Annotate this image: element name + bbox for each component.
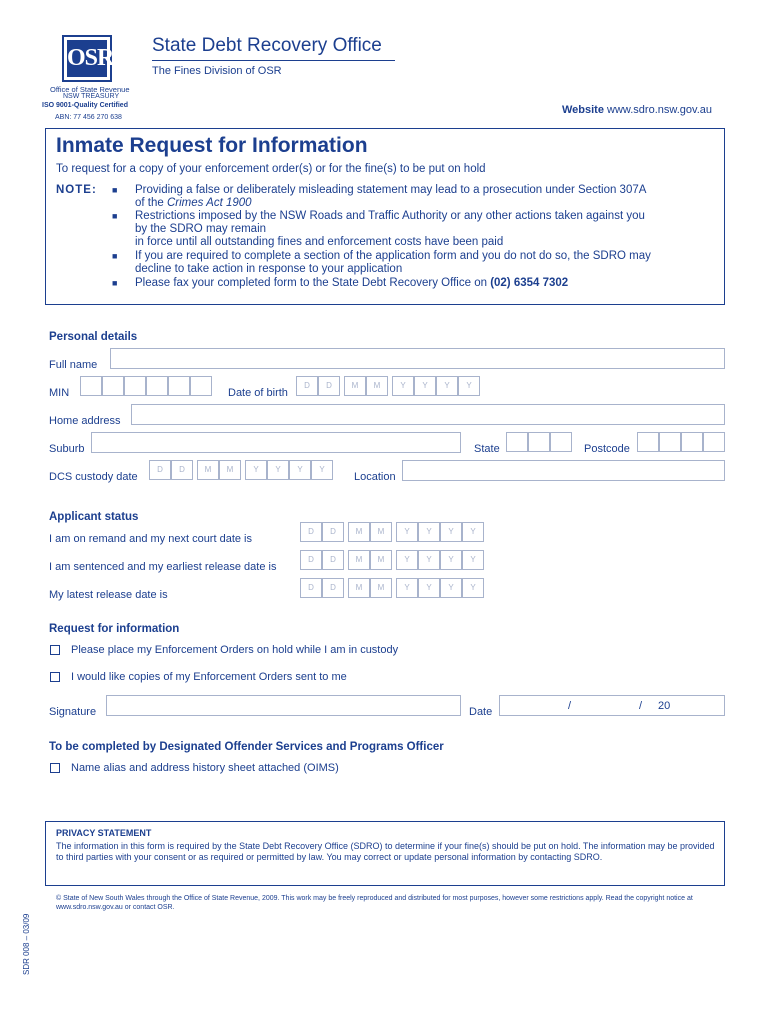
hold-orders-label: Please place my Enforcement Orders on hold while I am in custody	[71, 644, 399, 656]
year-cell[interactable]: Y	[289, 460, 311, 480]
date-label: Date	[469, 706, 493, 718]
day-cell[interactable]: D	[149, 460, 171, 480]
title-rule	[152, 60, 395, 61]
form-title: Inmate Request for Information	[56, 134, 368, 157]
suburb-label: Suburb	[49, 443, 85, 455]
request-title: Request for information	[49, 623, 180, 635]
postcode-cell[interactable]	[659, 432, 681, 452]
state-cell[interactable]	[506, 432, 528, 452]
note-3: If you are required to complete a section of the application form and you do not do so, the SDRO may decline to take action in response to your application	[135, 250, 651, 275]
home-address-label: Home address	[49, 415, 121, 427]
day-cell[interactable]: D	[300, 550, 322, 570]
website-label: Website	[561, 104, 604, 116]
state-field[interactable]	[506, 432, 572, 452]
min-cell[interactable]	[80, 376, 102, 396]
website-url[interactable]: www.sdro.nsw.gov.au	[607, 104, 712, 116]
min-cell[interactable]	[168, 376, 190, 396]
copyright-notice: © State of New South Wales through the Office of State Revenue, 2009. This work may be freely reproduced and distributed for most purposes, however some restrictions apply. Read the copyright notice at www.sdro.nsw.gov.au or contact OSR.	[56, 895, 693, 911]
abn: ABN: 77 456 270 638	[55, 114, 122, 121]
dcs-custody-date-label: DCS custody date	[49, 471, 138, 483]
dosp-title: To be completed by Designated Offender Services and Programs Officer	[49, 741, 444, 753]
year-cell[interactable]: Y	[462, 550, 484, 570]
osr-logo-text: OSR	[67, 40, 107, 77]
personal-details-title: Personal details	[49, 331, 138, 343]
month-cell[interactable]: M	[370, 550, 392, 570]
year-cell[interactable]: Y	[462, 522, 484, 542]
form-lead: To request for a copy of your enforcement order(s) or for the fine(s) to be put on hold	[56, 163, 486, 175]
latest-release-label: My latest release date is	[49, 589, 168, 601]
year-cell[interactable]: Y	[396, 522, 418, 542]
full-name-label: Full name	[49, 359, 98, 371]
year-cell[interactable]: Y	[311, 460, 333, 480]
earliest-release-date-field[interactable]	[300, 550, 488, 570]
copy-orders-checkbox[interactable]	[50, 672, 60, 682]
day-cell[interactable]: D	[296, 376, 318, 396]
org-treasury: NSW TREASURY	[63, 93, 120, 100]
note-1: Providing a false or deliberately misleading statement may lead to a prosecution under Section 307A of the Crimes Act 1900	[135, 184, 647, 209]
year-cell[interactable]: Y	[267, 460, 289, 480]
office-title: State Debt Recovery Office	[152, 35, 382, 56]
postcode-cell[interactable]	[637, 432, 659, 452]
month-cell[interactable]: M	[348, 522, 370, 542]
year-cell[interactable]: Y	[462, 578, 484, 598]
year-cell[interactable]: Y	[418, 578, 440, 598]
year-cell[interactable]: Y	[440, 522, 462, 542]
year-cell[interactable]: Y	[396, 578, 418, 598]
signature-field[interactable]	[106, 695, 461, 716]
year-cell[interactable]: Y	[458, 376, 480, 396]
postcode-label: Postcode	[584, 443, 630, 455]
min-cell[interactable]	[190, 376, 212, 396]
bullet-icon: ■	[112, 251, 118, 261]
month-cell[interactable]: M	[219, 460, 241, 480]
note-label: NOTE:	[56, 184, 97, 196]
min-label: MIN	[49, 387, 70, 399]
year-cell[interactable]: Y	[414, 376, 436, 396]
month-cell[interactable]: M	[366, 376, 388, 396]
privacy-title: PRIVACY STATEMENT	[56, 828, 152, 838]
month-cell[interactable]: M	[370, 578, 392, 598]
alias-sheet-checkbox[interactable]	[50, 763, 60, 773]
postcode-field[interactable]	[637, 432, 725, 452]
location-field[interactable]	[402, 460, 725, 481]
remand-label: I am on remand and my next court date is	[49, 533, 252, 545]
day-cell[interactable]: D	[300, 522, 322, 542]
note-4: Please fax your completed form to the State Debt Recovery Office on (02) 6354 7302	[135, 277, 569, 289]
org-name: Office of State Revenue	[50, 85, 130, 94]
year-cell[interactable]: Y	[440, 550, 462, 570]
bullet-icon: ■	[112, 211, 118, 221]
min-cell[interactable]	[124, 376, 146, 396]
sentenced-label: I am sentenced and my earliest release date is	[49, 561, 277, 573]
date-slash: /	[639, 700, 643, 712]
next-court-date-field[interactable]	[300, 522, 488, 542]
year-cell[interactable]: Y	[436, 376, 458, 396]
day-cell[interactable]: D	[300, 578, 322, 598]
dob-label: Date of birth	[228, 387, 288, 399]
copy-orders-label: I would like copies of my Enforcement Orders sent to me	[71, 671, 347, 683]
state-label: State	[474, 443, 500, 455]
day-cell[interactable]: D	[322, 550, 344, 570]
month-cell[interactable]: M	[344, 376, 366, 396]
note-2: Restrictions imposed by the NSW Roads and Traffic Authority or any other actions taken against you by the SDRO may remain in force until all outstanding fines and enforcement costs have been paid	[135, 210, 645, 248]
date-slash: /	[568, 700, 572, 712]
bullet-icon: ■	[112, 278, 118, 288]
state-cell[interactable]	[528, 432, 550, 452]
full-name-field[interactable]	[110, 348, 725, 369]
day-cell[interactable]: D	[322, 522, 344, 542]
month-cell[interactable]: M	[348, 550, 370, 570]
signature-label: Signature	[49, 706, 97, 718]
min-field[interactable]	[80, 376, 212, 396]
year-cell[interactable]: Y	[418, 522, 440, 542]
dob-field[interactable]	[296, 376, 484, 396]
form-reference: SDR 008 – 03/09	[22, 913, 31, 975]
alias-sheet-label: Name alias and address history sheet attached (OIMS)	[71, 762, 339, 774]
postcode-cell[interactable]	[703, 432, 725, 452]
year-cell[interactable]: Y	[245, 460, 267, 480]
year-prefix: 20	[658, 700, 671, 712]
min-cell[interactable]	[146, 376, 168, 396]
website	[562, 104, 712, 116]
iso-cert: ISO 9001-Quality Certified	[42, 102, 128, 109]
month-cell[interactable]: M	[370, 522, 392, 542]
year-cell[interactable]: Y	[440, 578, 462, 598]
dcs-custody-date-field[interactable]	[149, 460, 337, 480]
hold-orders-checkbox[interactable]	[50, 645, 60, 655]
day-cell[interactable]: D	[171, 460, 193, 480]
year-cell[interactable]: Y	[418, 550, 440, 570]
year-cell[interactable]: Y	[392, 376, 414, 396]
osr-logo	[62, 35, 112, 82]
privacy-text: The information in this form is required by the State Debt Recovery Office (SDRO) to determine if your fine(s) should be put on hold. The information may be provided to third parties with your consent or as required or permitted by law. You may correct or update personal information by contacting SDRO.	[56, 841, 715, 862]
day-cell[interactable]: D	[322, 578, 344, 598]
bullet-icon: ■	[112, 185, 118, 195]
applicant-status-title: Applicant status	[49, 511, 139, 523]
date-field[interactable]	[499, 695, 725, 716]
month-cell[interactable]: M	[197, 460, 219, 480]
day-cell[interactable]: D	[318, 376, 340, 396]
latest-release-date-field[interactable]	[300, 578, 488, 598]
location-label: Location	[354, 471, 396, 483]
year-cell[interactable]: Y	[396, 550, 418, 570]
suburb-field[interactable]	[91, 432, 461, 453]
office-subtitle: The Fines Division of OSR	[152, 65, 282, 77]
postcode-cell[interactable]	[681, 432, 703, 452]
state-cell[interactable]	[550, 432, 572, 452]
month-cell[interactable]: M	[348, 578, 370, 598]
home-address-field[interactable]	[131, 404, 725, 425]
min-cell[interactable]	[102, 376, 124, 396]
